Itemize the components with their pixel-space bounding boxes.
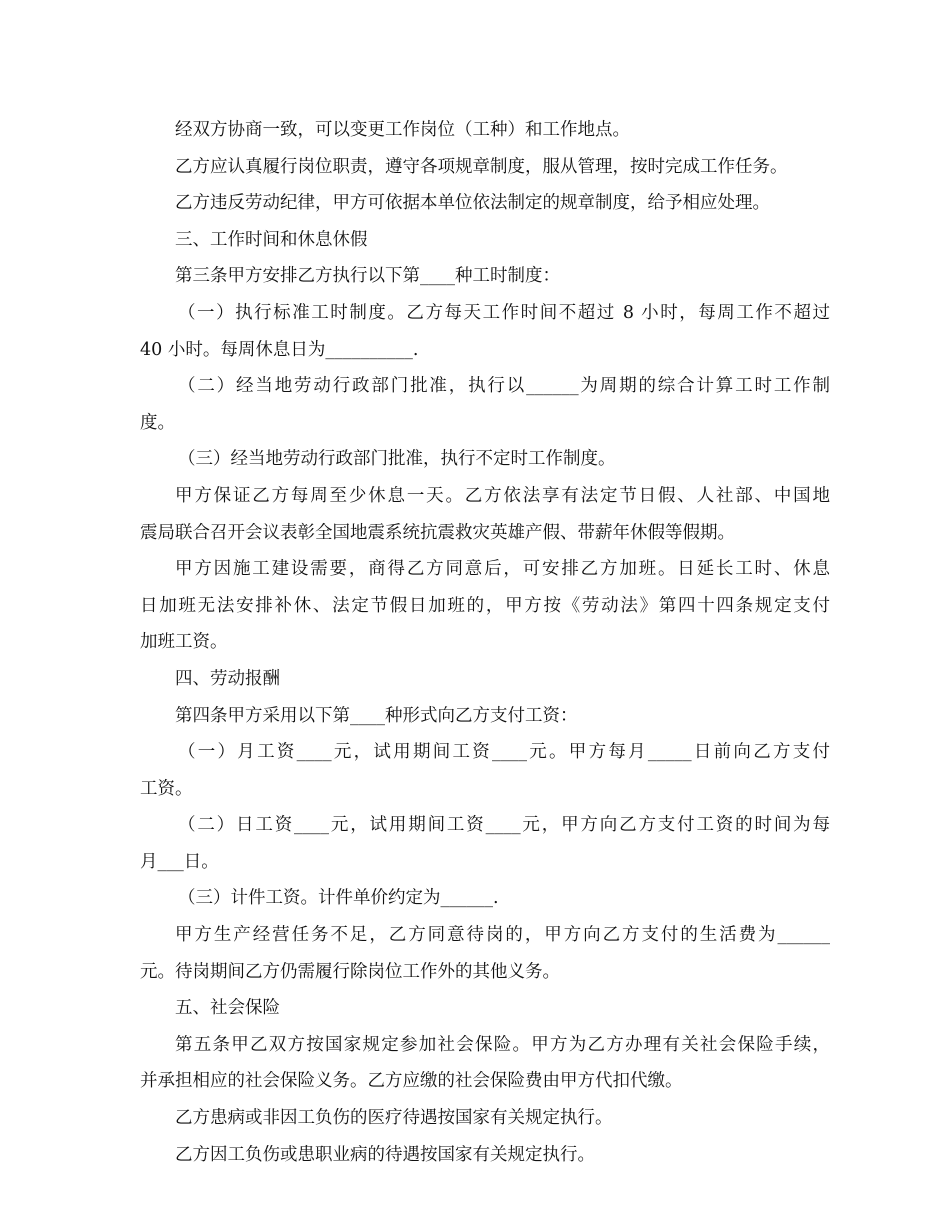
document-line: 第四条甲方采用以下第____种形式向乙方支付工资： <box>175 705 578 726</box>
document-line: （一）执行标准工时制度。乙方每天工作时间不超过 8 小时，每周工作不超过 <box>178 302 830 323</box>
document-line: 震局联合召开会议表彰全国地震系统抗震救灾英雄产假、带薪年休假等假期。 <box>140 522 735 543</box>
document-line: 日加班无法安排补休、法定节假日加班的，甲方按《劳动法》第四十四条规定支付 <box>140 595 830 616</box>
document-line: 乙方违反劳动纪律，甲方可依据本单位依法制定的规章制度，给予相应处理。 <box>175 193 770 214</box>
document-body <box>140 112 830 1173</box>
document-line: 月___日。 <box>140 851 219 872</box>
document-line: 五、社会保险 <box>175 998 280 1019</box>
document-line: 第五条甲乙双方按国家规定参加社会保险。甲方为乙方办理有关社会保险手续， <box>175 1034 830 1055</box>
document-line: 甲方生产经营任务不足，乙方同意待岗的，甲方向乙方支付的生活费为______ <box>175 925 830 946</box>
document-line: 三、工作时间和休息休假 <box>175 229 368 250</box>
document-line: 度。 <box>140 412 175 433</box>
document-line: 40 小时。每周休息日为__________. <box>140 339 419 360</box>
document-line: 甲方因施工建设需要，商得乙方同意后，可安排乙方加班。日延长工时、休息 <box>175 559 830 580</box>
document-line: 加班工资。 <box>140 632 228 653</box>
document-line: （二）经当地劳动行政部门批准，执行以______为周期的综合计算工时工作制 <box>178 376 830 397</box>
document-line: 乙方因工负伤或患职业病的待遇按国家有关规定执行。 <box>175 1144 595 1165</box>
document-line: 四、劳动报酬 <box>175 668 280 689</box>
document-line: 乙方应认真履行岗位职责，遵守各项规章制度，服从管理，按时完成工作任务。 <box>175 156 788 177</box>
document-line: 经双方协商一致，可以变更工作岗位（工种）和工作地点。 <box>175 120 630 140</box>
document-line: （二）日工资____元，试用期间工资____元，甲方向乙方支付工资的时间为每 <box>178 815 830 836</box>
document-line: 第三条甲方安排乙方执行以下第____种工时制度： <box>175 266 560 287</box>
document-line: （三）经当地劳动行政部门批准，执行不定时工作制度。 <box>178 449 616 470</box>
document-line: 甲方保证乙方每周至少休息一天。乙方依法享有法定节日假、人社部、中国地 <box>175 485 830 506</box>
document-line: （三）计件工资。计件单价约定为______. <box>178 888 499 909</box>
document-line: 乙方患病或非因工负伤的医疗待遇按国家有关规定执行。 <box>175 1108 613 1129</box>
document-line: 并承担相应的社会保险义务。乙方应缴的社会保险费由甲方代扣代缴。 <box>140 1071 683 1092</box>
document-line: 工资。 <box>140 778 193 799</box>
document-line: （一）月工资____元，试用期间工资____元。甲方每月_____日前向乙方支付 <box>178 742 830 763</box>
document-line: 元。待岗期间乙方仍需履行除岗位工作外的其他义务。 <box>140 961 560 982</box>
